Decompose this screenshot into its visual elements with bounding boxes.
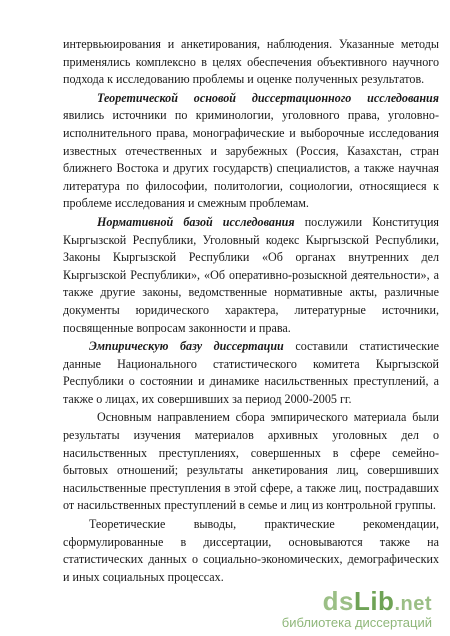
paragraph-text: Теоретические выводы, практические рекомендации, сформулированные в диссертации, основываются также на статистических данных о социально-экономических, демографических и иных социальных процессах. [63, 517, 439, 584]
dslib-tagline: библиотека диссертаций [281, 615, 432, 630]
paragraph-conclusions [63, 516, 439, 586]
paragraph-text: послужили Конституция Кыргызской Республики, Уголовный кодекс Кыргызской Республики, Законы Кыргызской Республики «Об органах внутренних дел Кыргызской Республики», «Об оперативно-розыскной деятельности», а также другие законы, ведомственные нормативные акты, различные документы юридического характера, литературные источники, посвященные вопросам законности и права. [63, 214, 439, 335]
dslib-logo: dsLib.net [322, 586, 432, 616]
paragraph-lead: Теоретической основой диссертационного исследования [97, 90, 439, 105]
paragraph-text: Основным направлением сбора эмпирического материала были результаты изучения материалов архивных уголовных дел о насильственных преступлениях, совершенных в сфере семейно-бытовых отношений; результаты анкетирования лиц, совершивших насильственные преступления в этой сфере, а также лиц, пострадавших от насильственных преступлений в семье и лиц из контрольной группы. [63, 410, 439, 513]
paragraph-data-collection [63, 409, 439, 515]
paragraph-normative-basis [63, 214, 439, 337]
paragraph-theoretical-basis [63, 90, 439, 213]
paragraph-lead: Эмпирическую базу диссертации [89, 339, 284, 354]
paragraph-empirical-basis [63, 338, 439, 408]
paragraph-lead: Нормативной базой исследования [97, 214, 295, 229]
paragraph-text: интервьюирования и анкетирования, наблюдения. Указанные методы применялись комплексно в целях обеспечения объективного научного подхода к исследованию проблемы и оценке полученных результатов. [63, 37, 439, 87]
document-body [63, 36, 439, 586]
dslib-watermark [244, 588, 444, 632]
paragraph-text: составили статистические данные Национального статистического комитета Кыргызской Республики о состоянии и динамике насильственных преступлений, а также о лицах, их совершивших за период 2000-2005 гг. [63, 339, 439, 406]
paragraph-methods [63, 36, 439, 89]
paragraph-text: явились источники по криминологии, уголовного права, уголовно-исполнительного права, монографические и выборочные исследования известных отечественных и зарубежных (Россия, Казахстан, стран ближнего Востока и других государств) специалистов, а также научная литература по философии, политологии, социологии, относящиеся к проблеме исследования и смежным проблемам. [63, 108, 439, 211]
